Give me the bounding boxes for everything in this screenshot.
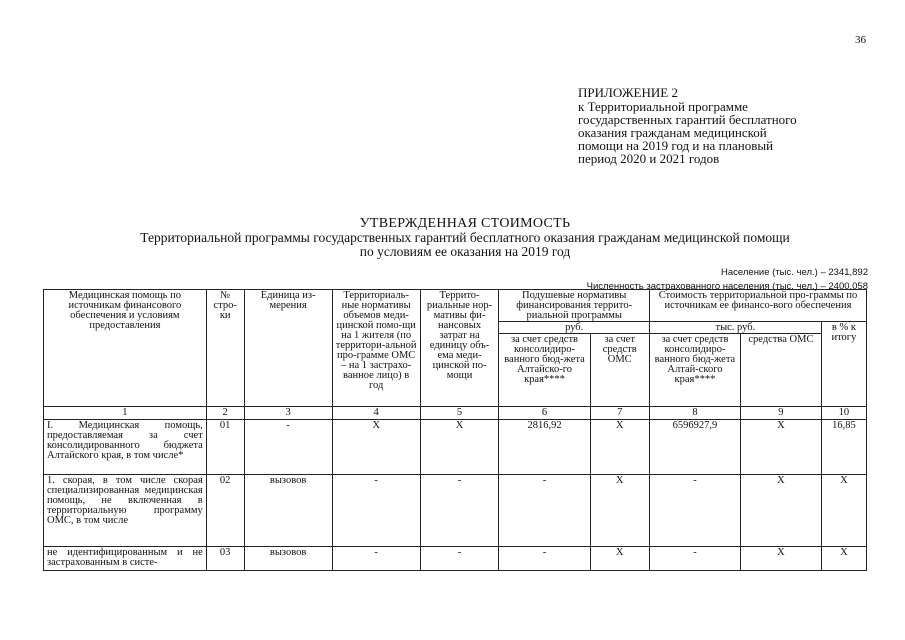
row-unit: вызовов: [244, 547, 332, 571]
cost-table: [43, 289, 867, 571]
row-percent: 16,85: [821, 420, 866, 475]
row-cost-oms: Х: [741, 420, 822, 475]
row-line-number: 03: [206, 547, 244, 571]
page-number: 36: [855, 34, 866, 46]
column-index: 1: [44, 407, 207, 420]
header-unit-rub: руб.: [499, 322, 649, 334]
row-name: не идентифицированным и не застрахованным в систе-: [44, 547, 207, 571]
row-cost-oms: Х: [741, 475, 822, 547]
row-percent: Х: [821, 475, 866, 547]
row-per-capita-oms: Х: [590, 475, 649, 547]
appendix-title: ПРИЛОЖЕНИЕ 2: [578, 85, 678, 100]
header-per-capita-group: Подушевые нормативы финансирования террито-риальной программы: [499, 290, 649, 322]
row-per-capita-budget: -: [499, 547, 590, 571]
header-program-cost-group: Стоимость территориальной про-граммы по источникам ее финансо-вого обеспечения: [649, 290, 866, 322]
row-per-capita-oms: Х: [590, 420, 649, 475]
table-row: [44, 475, 867, 547]
row-cost: -: [420, 475, 499, 547]
column-index: 3: [244, 407, 332, 420]
column-index: 7: [590, 407, 649, 420]
column-index: 2: [206, 407, 244, 420]
appendix-line: к Территориальной программе: [578, 99, 748, 114]
table-row: [44, 420, 867, 475]
header-oms-thousand: средства ОМС: [741, 334, 822, 407]
row-cost: Х: [420, 420, 499, 475]
column-index: 6: [499, 407, 590, 420]
header-unit: Единица из-мерения: [244, 290, 332, 407]
population-note: Население (тыс. чел.) – 2341,892: [721, 267, 868, 278]
header-unit-thousand-rub: тыс. руб.: [649, 322, 821, 334]
row-line-number: 01: [206, 420, 244, 475]
header-line-number: № стро-ки: [206, 290, 244, 407]
row-per-capita-budget: 2816,92: [499, 420, 590, 475]
appendix-line: период 2020 и 2021 годов: [578, 151, 720, 166]
document-title: УТВЕРЖДЕННАЯ СТОИМОСТЬ: [359, 216, 571, 231]
appendix-line: помощи на 2019 год и на плановый: [578, 138, 774, 153]
row-name: I. Медицинская помощь, предоставляемая за счет консолидированного бюджета Алтайского края, в том числе*: [44, 420, 207, 475]
header-regional-budget-rub: за счет средств консолидиро-ванного бюд-жета Алтайско-го края****: [499, 334, 590, 407]
document-subtitle-line2: по условиям ее оказания на 2019 год: [359, 244, 571, 259]
row-percent: Х: [821, 547, 866, 571]
column-index-row: [44, 407, 867, 420]
row-per-capita-budget: -: [499, 475, 590, 547]
row-line-number: 02: [206, 475, 244, 547]
row-cost-budget: -: [649, 475, 740, 547]
header-percent-total: в % к итогу: [821, 322, 866, 407]
table-row: [44, 547, 867, 571]
header-cost-norms: Террито-риальные нор-мативы фи-нансовых затрат на единицу объ-ема меди-цинской по-мощи: [420, 290, 499, 407]
appendix-line: оказания гражданам медицинской: [578, 125, 767, 140]
header-medical-care: Медицинская помощь по источникам финансового обеспечения и условиям предоставления: [44, 290, 207, 407]
appendix-block: [578, 86, 878, 165]
column-index: 10: [821, 407, 866, 420]
insured-population-note: Численность застрахованного населения (тыс. чел.) – 2400,058: [586, 281, 868, 292]
row-name: 1. скорая, в том числе скорая специализированная медицинская помощь, не включенная в территориальную программу ОМС, в том числе: [44, 475, 207, 547]
column-index: 5: [420, 407, 499, 420]
column-index: 9: [741, 407, 822, 420]
appendix-line: государственных гарантий бесплатного: [578, 112, 797, 127]
row-unit: -: [244, 420, 332, 475]
document-title-block: [40, 217, 890, 259]
row-cost-oms: Х: [741, 547, 822, 571]
column-index: 8: [649, 407, 740, 420]
header-regional-budget-thousand: за счет средств консолидиро-ванного бюд-жета Алтай-ского края****: [649, 334, 740, 407]
row-volume: -: [332, 475, 420, 547]
row-volume: Х: [332, 420, 420, 475]
row-cost-budget: 6596927,9: [649, 420, 740, 475]
document-subtitle-line1: Территориальной программы государственных гарантий бесплатного оказания гражданам медицинской помощи: [140, 230, 790, 245]
header-volume-norms: Территориаль-ные нормативы объемов меди-цинской помо-щи на 1 жителя (по территори-альной про-грамме ОМС – на 1 застрахо-ванное лицо) в год: [332, 290, 420, 407]
row-unit: вызовов: [244, 475, 332, 547]
row-cost-budget: -: [649, 547, 740, 571]
header-oms-rub: за счет средств ОМС: [590, 334, 649, 407]
row-cost: -: [420, 547, 499, 571]
row-per-capita-oms: Х: [590, 547, 649, 571]
row-volume: -: [332, 547, 420, 571]
column-index: 4: [332, 407, 420, 420]
